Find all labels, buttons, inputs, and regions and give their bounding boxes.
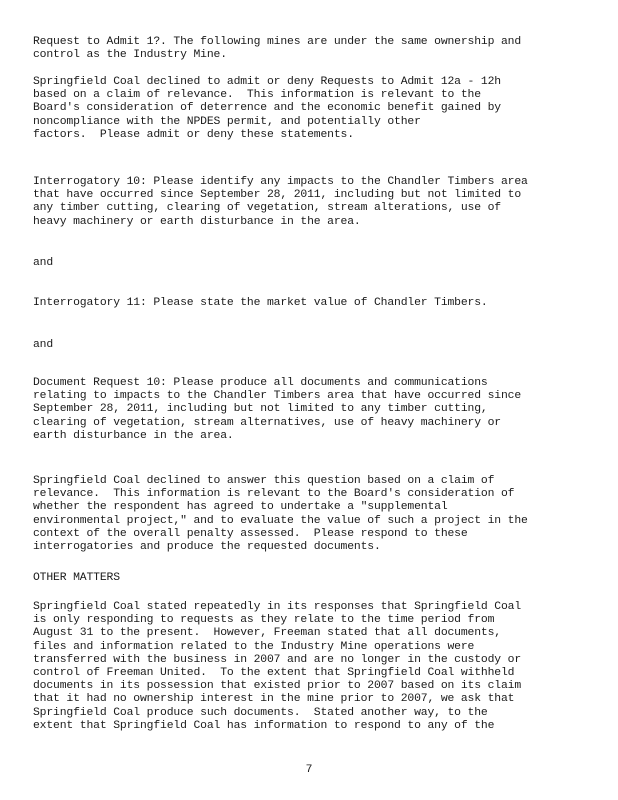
paragraph-interrogatory-10: Interrogatory 10: Please identify any impacts to the Chandler Timbers area that have occurred since September 28, 2011, including but not limited to any timber cutting, clearing of vegetation, stream alterations, use of heavy machinery or earth disturbance in the area. [33,176,528,228]
paragraph-document-request-10: Document Request 10: Please produce all documents and communications relating to impacts to the Chandler Timbers area that have occurred since September 28, 2011, including but not limited to any timber cutting, clearing of vegetation, stream alternatives, use of heavy machinery or earth disturbance in the area. [33,377,522,442]
paragraph-and-second: and [33,339,54,351]
paragraph-interrogatory-11: Interrogatory 11: Please state the market value of Chandler Timbers. [33,297,488,309]
paragraph-other-matters: Springfield Coal stated repeatedly in its responses that Springfield Coal is only responding to requests as they relate to the time period from August 31 to the present. However, Freeman stated that all documents, files and information related to the Industry Mine operations were transferred with the business in 2007 and are no longer in the custody or control of Freeman United. To the extent that Springfield Coal withheld documents in its possession that existed prior to 2007 based on its claim that it had no ownership interest in the mine prior to 2007, we ask that Springfield Coal produce such documents. Stated another way, to the extent that Springfield Coal has information to respond to any of the [33,601,522,732]
paragraph-declined-to-admit: Springfield Coal declined to admit or deny Requests to Admit 12a - 12h based on a claim of relevance. This information is relevant to the Board's consideration of deterrence and the economic benefit gained by noncompliance with the NPDES permit, and potentially other factors. Please admit or deny these statements. [33,76,501,141]
paragraph-request-to-admit: Request to Admit 1?. The following mines are under the same ownership and control as the Industry Mine. [33,36,522,62]
paragraph-declined-to-answer: Springfield Coal declined to answer this question based on a claim of relevance. This information is relevant to the Board's consideration of whether the respondent has agreed to undertake a "supplemental environmental project," and to evaluate the value of such a project in the context of the overall penalty assessed. Please respond to these interrogatories and produce the requested documents. [33,475,528,554]
page-number: 7 [305,764,313,776]
section-heading-other-matters: OTHER MATTERS [33,572,120,584]
paragraph-and-first: and [33,257,54,269]
